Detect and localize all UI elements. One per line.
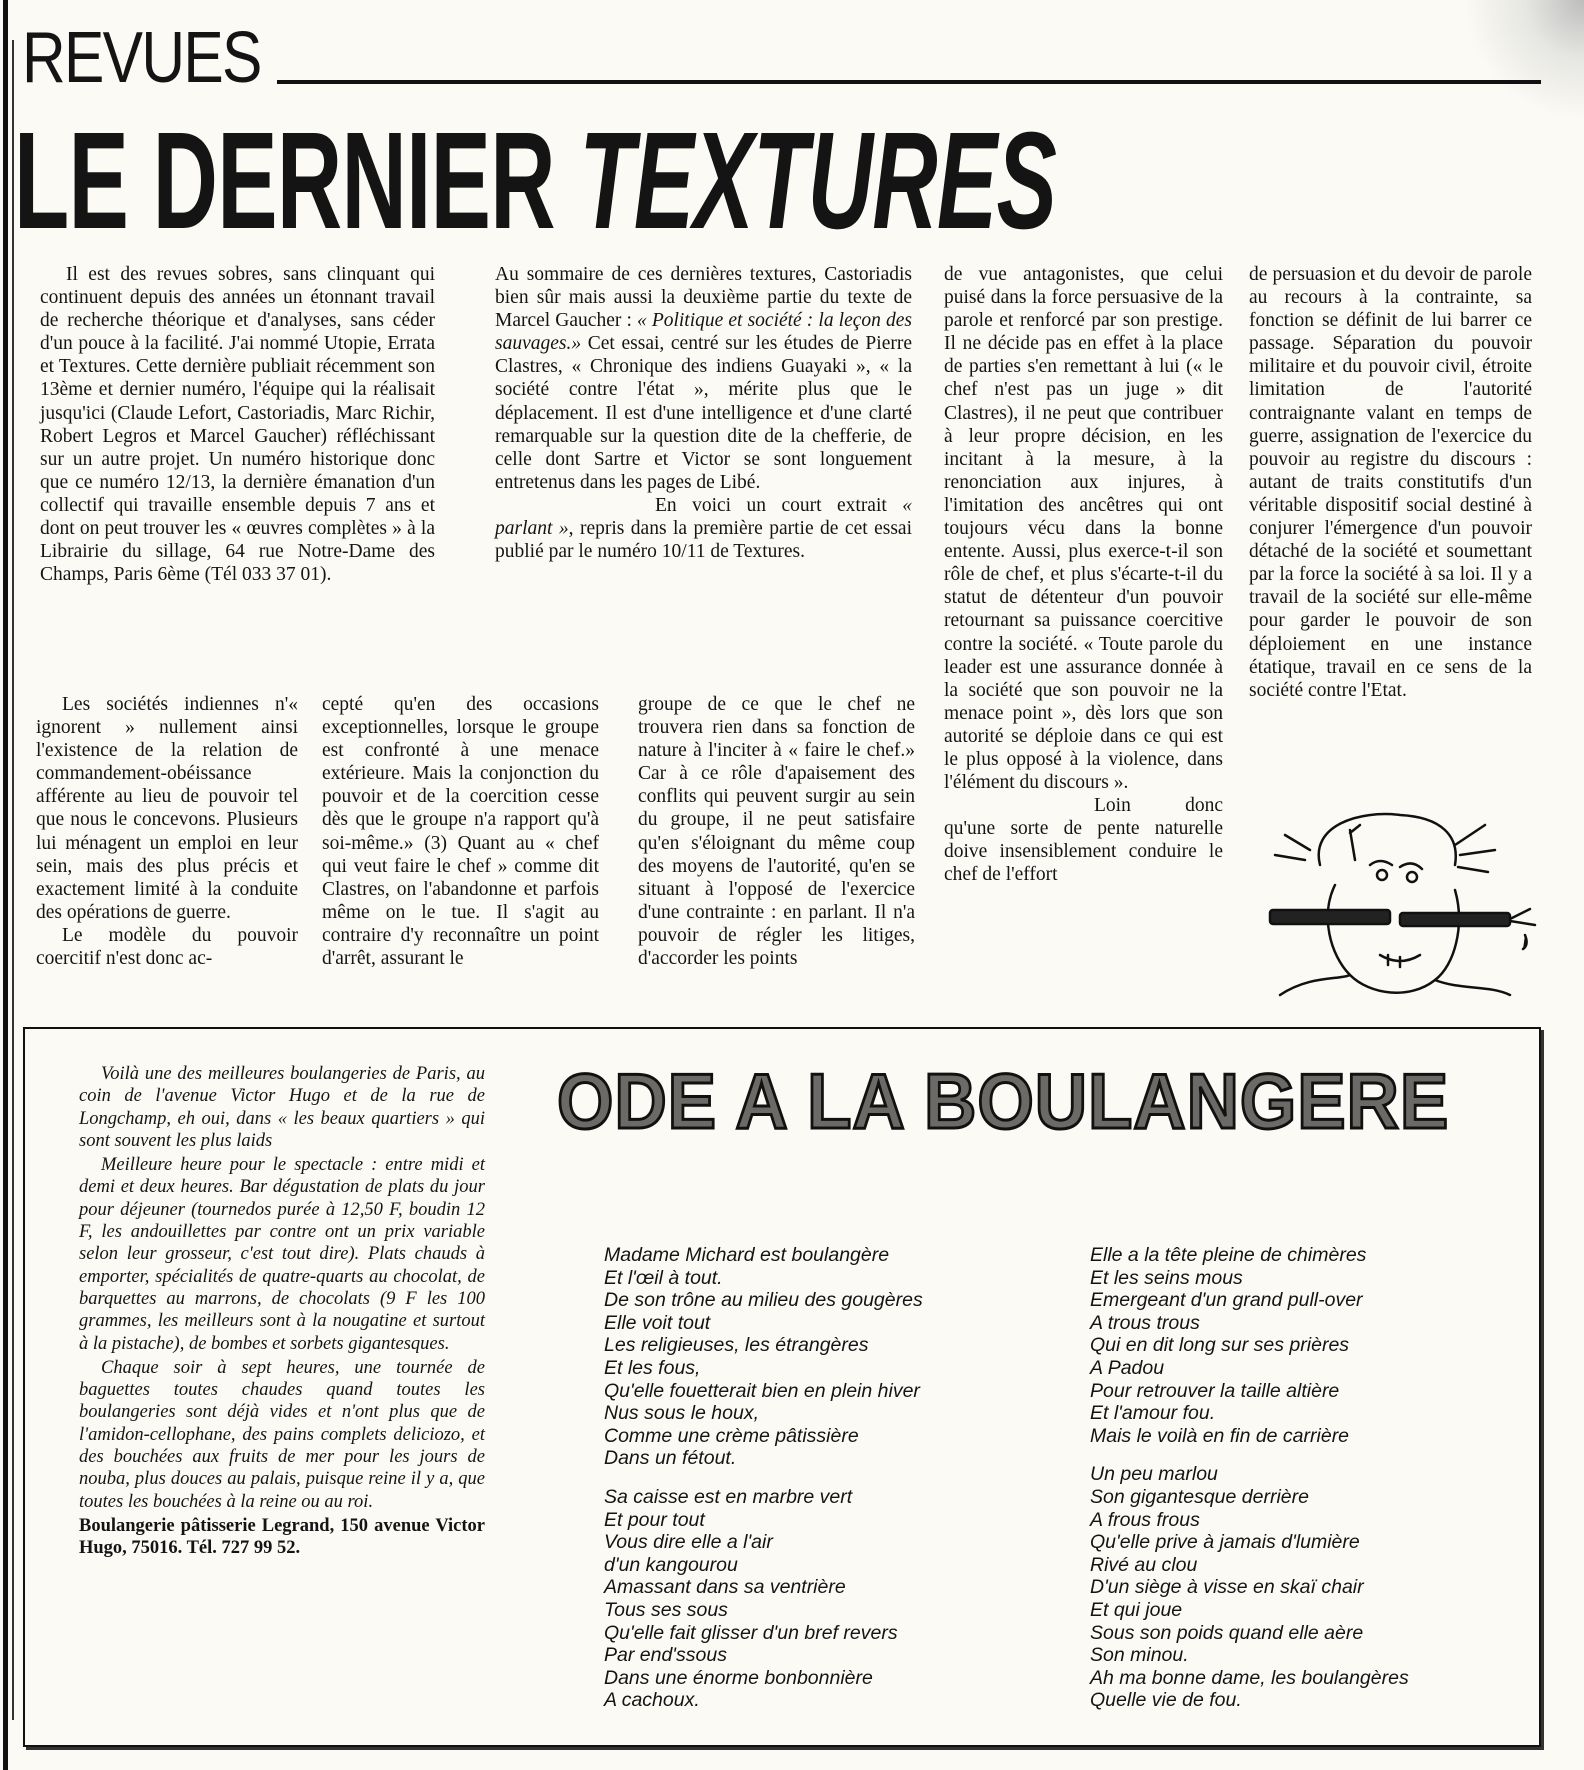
section-label: REVUES <box>22 18 261 98</box>
poem-line: Quelle vie de fou. <box>1090 1689 1242 1712</box>
paragraph: de vue antagonistes, que celui puisé dans la force persuasive de la parole et renforcé par son prestige. Il ne décide pas en effet à la place de parties s'en remettant à lui (« le chef n'est pas un juge » dit Clastres), il ne peut que contribuer à leur propre décision, en les incitant à la mesure, à la renonciation aux injures, à l'imitation des ancêtres qui ont toujours vécu dans la bonne entente. Aussi, plus exerce-t-il son rôle de chef, et plus s'écarte-t-il du statut de détenteur d'un pouvoir retournant sa puissance coercitive contre la société. « Toute parole du leader est une assurance donnée à la société que son pouvoir ne la menace point », dès lors que son autorité se déploie dans ce qui est le plus opposé à la violence, dans l'élément du discours ». <box>944 264 1223 794</box>
poem-line: Rivé au clou <box>1090 1553 1198 1576</box>
poem-stanza <box>604 1244 923 1470</box>
poem-line: Qu'elle prive à jamais d'lumière <box>1090 1531 1360 1554</box>
poem-line: Elle voit tout <box>604 1311 711 1334</box>
article-column-3 <box>944 263 1223 887</box>
poem-line: Emergeant d'un grand pull-over <box>1090 1289 1363 1312</box>
poem-line: Les religieuses, les étrangères <box>604 1334 869 1357</box>
headline-plain: LE DERNIER <box>14 104 580 258</box>
poem-line: A frous frous <box>1090 1508 1200 1531</box>
paragraph: Les sociétés indiennes n'« ignorent » nullement ainsi l'existence de la relation de commandement-obéissance afférente au lieu de pouvoir tel que nous le concevons. Plusieurs lui ménagent un emploi en leur sein, mais des plus précis et exactement limité à la conduite des opérations de guerre. <box>36 694 298 923</box>
poem-line: Sous son poids quand elle aère <box>1090 1621 1364 1644</box>
ode-title: ODE A LA BOULANGERE <box>557 1057 1450 1145</box>
paragraph <box>495 263 912 494</box>
text: En voici un court extrait <box>655 494 903 516</box>
paragraph: Voilà une des meilleures boulangeries de Paris, au coin de l'avenue Victor Hugo et de la rue de Longchamp, eh oui, dans « les beaux quartiers » qui sont souvent les plus laids <box>79 1064 485 1151</box>
poem-line: Pour retrouver la taille altière <box>1090 1379 1340 1402</box>
poem-line: Mais le voilà en fin de carrière <box>1090 1424 1350 1447</box>
poem-line: Et qui joue <box>1090 1598 1183 1621</box>
poem-line: Dans un fétout. <box>604 1447 737 1470</box>
poem-line: Vous dire elle a l'air <box>604 1531 773 1554</box>
poem-line: Elle a la tête pleine de chimères <box>1090 1244 1367 1266</box>
text: Cet essai, centré sur les études de Pierre Clastres, « Chronique des indiens Guayaki », « la société contre l'état », mérite plus que le déplacement. Il est d'une intelligence et d'une clarté remarquable sur la question dite de la chefferie, de celle dont Sartre et Victor se sont longuement entretenus dans les pages de Libé. <box>495 333 912 493</box>
poem-line: Ah ma bonne dame, les boulangères <box>1090 1666 1409 1689</box>
poem-line: Son minou. <box>1090 1644 1189 1667</box>
poem-line: Et les seins mous <box>1090 1266 1243 1289</box>
quote: « parlant » <box>495 494 912 540</box>
paragraph: Chaque soir à sept heures, une tournée de baguettes toutes chaudes quand toutes les boulangeries sont déjà vides et n'ont plus que de l'amidon-cellophane, des pains complets deliciozo, et des bouchées aux fruits de mer pour les jours de nouba, plus douces au palais, puisque reine il y a, que toutes les bouchées à la reine ou au roi. <box>79 1357 485 1512</box>
poem-line: Amassant dans sa ventrière <box>604 1576 846 1599</box>
poem-column-1 <box>604 1244 923 1728</box>
headline-italic: TEXTURES <box>579 104 1057 258</box>
paragraph: de persuasion et du devoir de parole au recours à la contrainte, sa fonction se définit de lui barrer ce passage. Séparation du pouvoir militaire et du pouvoir civil, étroite limitation de l'autorité contraignante valant en temps de guerre, assignation de l'exercice du pouvoir au registre du discours : autant de traits constitutifs d'un véritable dispositif social destiné à conjurer l'émergence d'un pouvoir détaché de la société et soumettant par la force la société à sa loi. Il y a travail de la société sur elle-même pour garder le pouvoir de son déploiement en une instance étatique, travail en ce sens de la société contre l'Etat. <box>1249 264 1532 701</box>
section-rule <box>277 80 1541 84</box>
essay-title: « Politique et société : la leçon des sauvages.» <box>495 310 912 355</box>
paragraph: cepté qu'en des occasions exceptionnelles, lorsque le groupe est confronté à une menace extérieure. Mais la conjonction du pouvoir et de la coercition cesse dès que le groupe n'a rapport qu'à soi-même.» (3) Quant au « chef qui veut faire le chef » comme dit Clastres, on l'abandonne et parfois même on le tue. Il s'agit au contraire d'y reconnaître un point d'arrêt, assurant le <box>322 694 599 970</box>
poem-line: A Padou <box>1090 1356 1165 1379</box>
poem-stanza <box>1090 1463 1409 1712</box>
page-border-rule <box>3 0 8 1770</box>
poem-line: Qui en dit long sur ses prières <box>1090 1334 1350 1357</box>
poem-line: Comme une crème pâtissière <box>604 1424 859 1447</box>
extract-column-1 <box>36 693 298 970</box>
paragraph: Il est des revues sobres, sans clinquant qui continuent depuis des années un étonnant travail de recherche théorique et d'analyses, sans céder d'un pouce à la facilité. J'ai nommé Utopie, Errata et Textures. Cette dernière publiait récemment son 13ème et dernier numéro, l'équipe qui la réalisait jusqu'ici (Claude Lefort, Castoriadis, Marc Richir, Robert Legros et Marcel Gaucher) réfléchissant sur un autre projet. Un numéro historique donc que ce numéro 12/13, la dernière émanation d'un collectif qui travaille ensemble depuis 7 ans et dont on peut trouver les « œuvres complètes » à la Librairie du sillage, 64 rue Notre-Dame des Champs, Paris 6ème (Tél 033 37 01). <box>40 264 435 586</box>
poem-line: Qu'elle fouetterait bien en plein hiver <box>604 1379 920 1402</box>
article-column-4 <box>1249 263 1532 702</box>
headline <box>14 104 1057 258</box>
poem-line: Et l'œil à tout. <box>604 1266 723 1289</box>
article-column-2 <box>495 263 912 563</box>
scan-shadow <box>1464 0 1584 120</box>
poem-line: Sa caisse est en marbre vert <box>604 1485 853 1508</box>
poem-line: Par end'ssous <box>604 1644 727 1667</box>
poem-line: Son gigantesque derrière <box>1090 1485 1309 1508</box>
poem-stanza <box>604 1486 923 1712</box>
address: Boulangerie pâtisserie Legrand, 150 avenue Victor Hugo, 75016. Tél. 727 99 52. <box>79 1515 485 1559</box>
poem-line: A cachoux. <box>604 1689 700 1712</box>
poem-line: Et les fous, <box>604 1356 701 1379</box>
poem-line: Un peu marlou <box>1090 1463 1218 1486</box>
poem-stanza <box>1090 1244 1409 1447</box>
paragraph: Meilleure heure pour le spectacle : entre midi et demi et deux heures. Bar dégustation de plats du jour pour déjeuner (tournedos purée à 12,50 F, boudin 12 F, les andouillettes par contre ont un prix variable selon leur grosseur, c'est tout dire). Plats chauds à emporter, spécialités de quatre-quarts au chocolat, de barquettes au marrons, de chocolats (9 F les 100 grammes, les meilleurs sont à la nougatine et surtout à la pistache), de bombes et sorbets gigantesques. <box>79 1155 485 1354</box>
extract-column-2 <box>322 693 599 970</box>
text: , repris dans la première partie de cet essai publié par le numéro 10/11 de Textures. <box>495 518 912 563</box>
paragraph: groupe de ce que le chef ne trouvera rien dans sa fonction de nature à l'inciter à « faire le chef.» Car à ce rôle d'apaisement des conflits qui peuvent surgir au sein du groupe, il ne peut satisfaire qu'en s'éloignant du même coup des moyens de l'autorité, qu'en se situant à l'opposé de l'exercice d'une contrainte : en parlant. Il n'a pouvoir de régler les litiges, d'accorder les points <box>638 694 915 970</box>
boulangerie-review <box>79 1063 485 1562</box>
poem-line: Et pour tout <box>604 1508 705 1531</box>
paragraph <box>495 494 912 563</box>
poem-line: Et l'amour fou. <box>1090 1402 1216 1425</box>
poem-line: Qu'elle fait glisser d'un bref revers <box>604 1621 898 1644</box>
poem-line: Madame Michard est boulangère <box>604 1244 890 1266</box>
poem-line: De son trône au milieu des gougères <box>604 1289 923 1312</box>
poem-line: Dans une énorme bonbonnière <box>604 1666 873 1689</box>
poem-line: d'un kangourou <box>604 1553 738 1576</box>
column-rule <box>12 40 14 1720</box>
cartoon-illustration <box>1250 805 1540 1015</box>
article-column-1 <box>40 263 435 586</box>
poem-line: A trous trous <box>1090 1311 1200 1334</box>
paragraph: Loin donc qu'une sorte de pente naturelle doive insensiblement conduire le chef de l'effort <box>944 795 1223 886</box>
poem-line: Tous ses sous <box>604 1598 728 1621</box>
paragraph: Le modèle du pouvoir coercitif n'est donc ac- <box>36 924 298 970</box>
text: Au sommaire de ces dernières textures, Castoriadis bien sûr mais aussi la deuxième partie du texte de Marcel Gaucher : <box>495 264 912 332</box>
poem-line: Nus sous le houx, <box>604 1402 760 1425</box>
poem-line: D'un siège à visse en skaï chair <box>1090 1576 1364 1599</box>
extract-column-3 <box>638 693 915 970</box>
poem-column-2 <box>1090 1244 1409 1728</box>
